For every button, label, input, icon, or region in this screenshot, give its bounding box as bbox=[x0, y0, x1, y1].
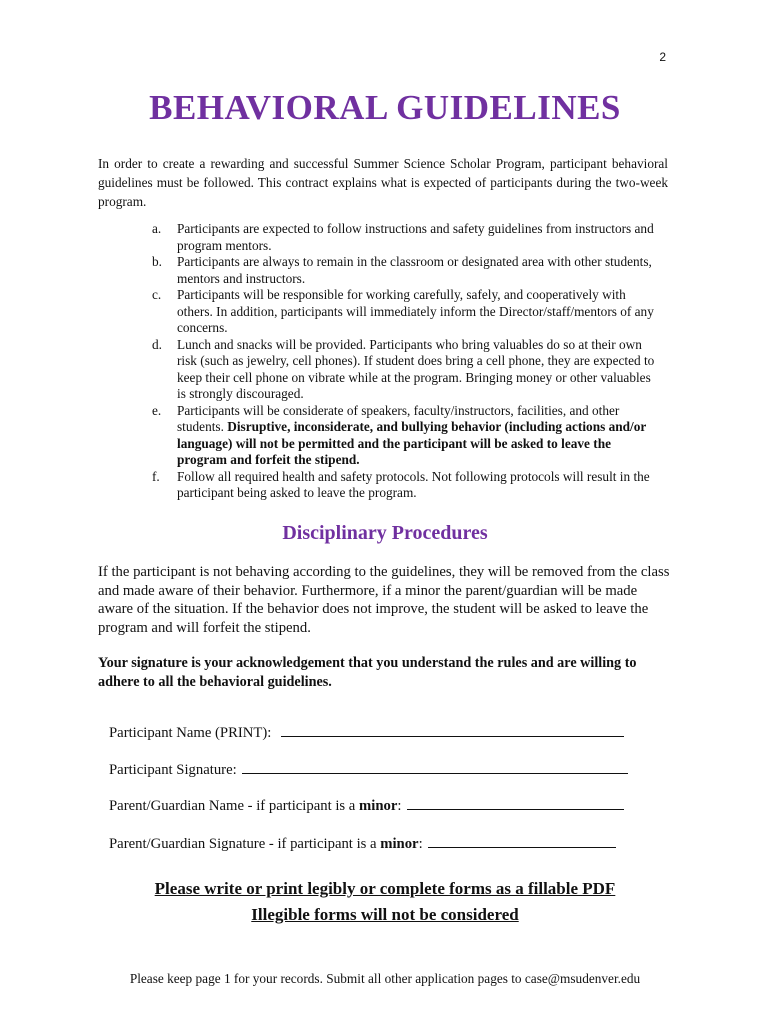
guardian-signature-field[interactable] bbox=[428, 833, 616, 848]
guardian-name-row bbox=[109, 795, 624, 815]
guardian-signature-row bbox=[109, 833, 616, 853]
guardian-signature-label-bold: minor bbox=[380, 836, 419, 852]
guardian-name-label: Parent/Guardian Name - if participant is a bbox=[109, 798, 360, 814]
list-item bbox=[152, 221, 662, 254]
guideline-text: Follow all required health and safety protocols. Not following protocols will result in the participant being asked to leave the program. bbox=[177, 468, 650, 500]
guardian-name-field[interactable] bbox=[407, 795, 624, 810]
participant-name-row bbox=[109, 722, 624, 742]
intro-paragraph: In order to create a rewarding and successful Summer Science Scholar Program, participant behavioral guidelines must be followed. This contract explains what is expected of participants during the two-week program. bbox=[98, 156, 668, 209]
list-marker: e. bbox=[152, 402, 162, 418]
guideline-text: Participants are always to remain in the classroom or designated area with other students, mentors and instructors. bbox=[177, 254, 652, 286]
participant-signature-row bbox=[109, 759, 628, 779]
list-marker: d. bbox=[152, 336, 162, 352]
participant-signature-field[interactable] bbox=[242, 759, 628, 774]
guardian-name-label-colon: : bbox=[397, 798, 402, 814]
page-number: 2 bbox=[659, 50, 666, 64]
guideline-bold-text: Disruptive, inconsiderate, and bullying behavior (including actions and/or language) will not be permitted and the participant will be asked to leave the program and forfeit the stipend. bbox=[177, 419, 647, 467]
list-item bbox=[152, 254, 662, 287]
guardian-signature-label: Parent/Guardian Signature - if participant is a bbox=[109, 836, 381, 852]
illegible-warning: Illegible forms will not be considered bbox=[251, 905, 519, 924]
guideline-text: Participants are expected to follow instructions and safety guidelines from instructors and program mentors. bbox=[177, 221, 654, 253]
guideline-text: Participants will be responsible for working carefully, safely, and cooperatively with others. In addition, participants will immediately inform the Director/staff/mentors of any concerns. bbox=[177, 287, 654, 335]
list-item bbox=[152, 469, 662, 502]
list-marker: f. bbox=[152, 468, 160, 484]
participant-name-label: Participant Name (PRINT): bbox=[109, 725, 272, 741]
list-item bbox=[152, 403, 662, 469]
legibility-notice: Please write or print legibly or complete forms as a fillable PDF bbox=[154, 879, 616, 898]
disciplinary-paragraph: If the participant is not behaving according to the guidelines, they will be removed from the class and made aware of their behavior. Furthermore, if a minor the parent/guardian will be made aware of the situation. If the behavior does not improve, the student will be asked to leave the program and will forfeit the stipend. bbox=[98, 564, 670, 636]
list-item bbox=[152, 287, 662, 337]
guideline-text: Lunch and snacks will be provided. Participants who bring valuables do so at their own risk (such as jewelry, cell phones). If student does bring a cell phone, they are expected to keep their cell phone on vibrate while at the program. Bringing money or other valuables is strongly discouraged. bbox=[177, 336, 655, 401]
participant-name-field[interactable] bbox=[281, 722, 624, 737]
guardian-name-label-bold: minor bbox=[359, 798, 398, 814]
list-marker: c. bbox=[152, 287, 162, 302]
guidelines-list bbox=[152, 221, 662, 502]
list-marker: b. bbox=[152, 254, 162, 269]
guideline-text: Participants will be considerate of speakers, faculty/instructors, facilities, and other students. bbox=[177, 402, 620, 434]
guardian-signature-label-colon: : bbox=[418, 836, 423, 852]
list-item bbox=[152, 337, 662, 403]
participant-signature-label: Participant Signature: bbox=[109, 762, 237, 778]
footer-note: Please keep page 1 for your records. Submit all other application pages to case@msudenver.edu bbox=[129, 971, 641, 986]
page-title: BEHAVIORAL GUIDELINES bbox=[149, 88, 621, 127]
acknowledgement-statement: Your signature is your acknowledgement that you understand the rules and are willing to adhere to all the behavioral guidelines. bbox=[98, 655, 637, 690]
list-marker: a. bbox=[152, 221, 162, 236]
disciplinary-heading: Disciplinary Procedures bbox=[282, 522, 488, 544]
